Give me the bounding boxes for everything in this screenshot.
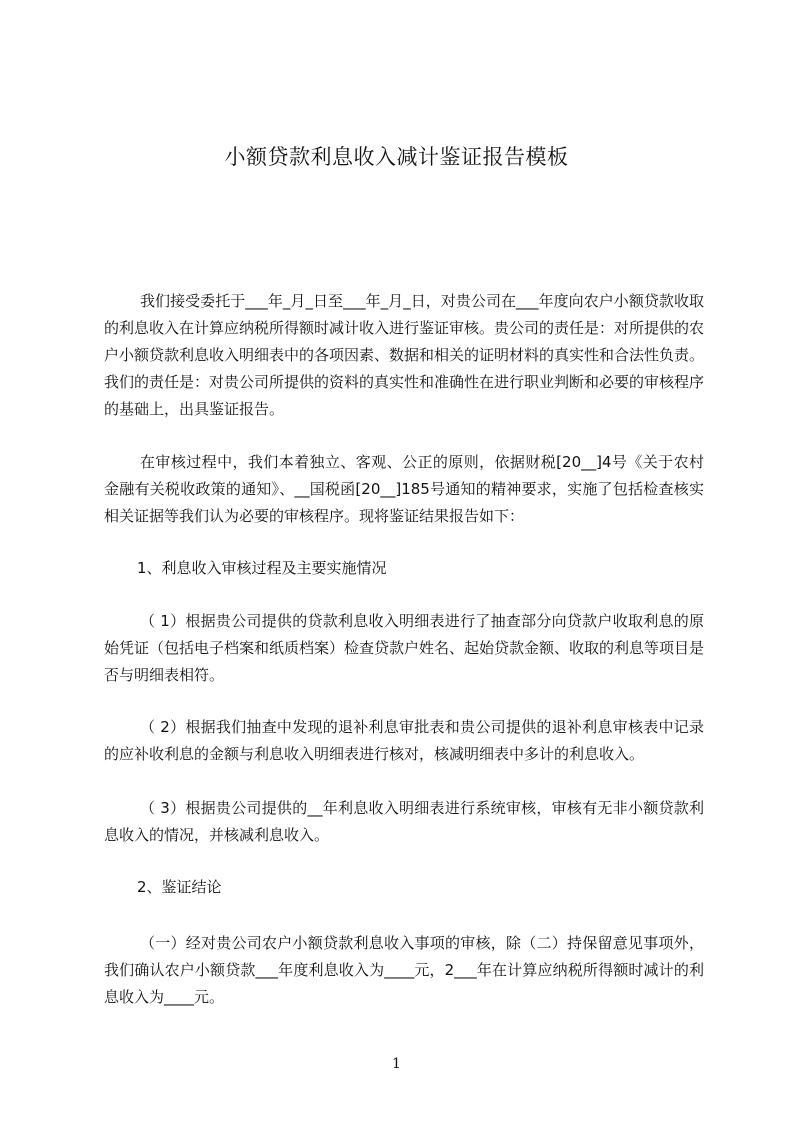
item-2-paragraph: （ 2）根据我们抽查中发现的退补利息审批表和贵公司提供的退补利息审核表中记录的应补收利息的金额与利息收入明细表进行核对，核减明细表中多计的利息收入。 [104, 718, 704, 763]
intro-paragraph: 我们接受委托于___年_月_日至___年_月_日，对贵公司在___年度向农户小额贷款收取的利息收入在计算应纳税所得额时减计收入进行鉴证审核。贵公司的责任是：对所提供的农户小额贷款利息收入明细表中的各项因素、数据和相关的证明材料的真实性和合法性负责。我们的责任是：对贵公司所提供的资料的真实性和准确性在进行职业判断和必要的审核程序的基础上，出具鉴证报告。 [104, 292, 705, 418]
conclusion-paragraph: （一）经对贵公司农户小额贷款利息收入事项的审核，除（二）持保留意见事项外，我们确认农户小额贷款___年度利息收入为____元，2___年在计算应纳税所得额时减计的利息收入为____元。 [104, 934, 704, 1006]
item-1-paragraph: （ 1）根据贵公司提供的贷款利息收入明细表进行了抽查部分向贷款户收取利息的原始凭证（包括电子档案和纸质档案）检查贷款户姓名、起始贷款金额、收取的利息等项目是否与明细表相符。 [104, 612, 705, 684]
section-1-heading: 1、利息收入审核过程及主要实施情况 [137, 559, 387, 577]
document-title: 小额贷款利息收入减计鉴证报告模板 [224, 145, 569, 169]
page-number: 1 [392, 1056, 401, 1072]
item-3-paragraph: （ 3）根据贵公司提供的__年利息收入明细表进行系统审核，审核有无非小额贷款利息收入的情况，并核减利息收入。 [104, 799, 704, 844]
process-paragraph: 在审核过程中，我们本着独立、客观、公正的原则，依据财税[20__]4号《关于农村金融有关税收政策的通知》、__国税函[20__]185号通知的精神要求，实施了包括检查核实相关证据等我们认为必要的审核程序。现将鉴证结果报告如下： [104, 453, 704, 525]
section-2-heading: 2、鉴证结论 [137, 878, 222, 896]
